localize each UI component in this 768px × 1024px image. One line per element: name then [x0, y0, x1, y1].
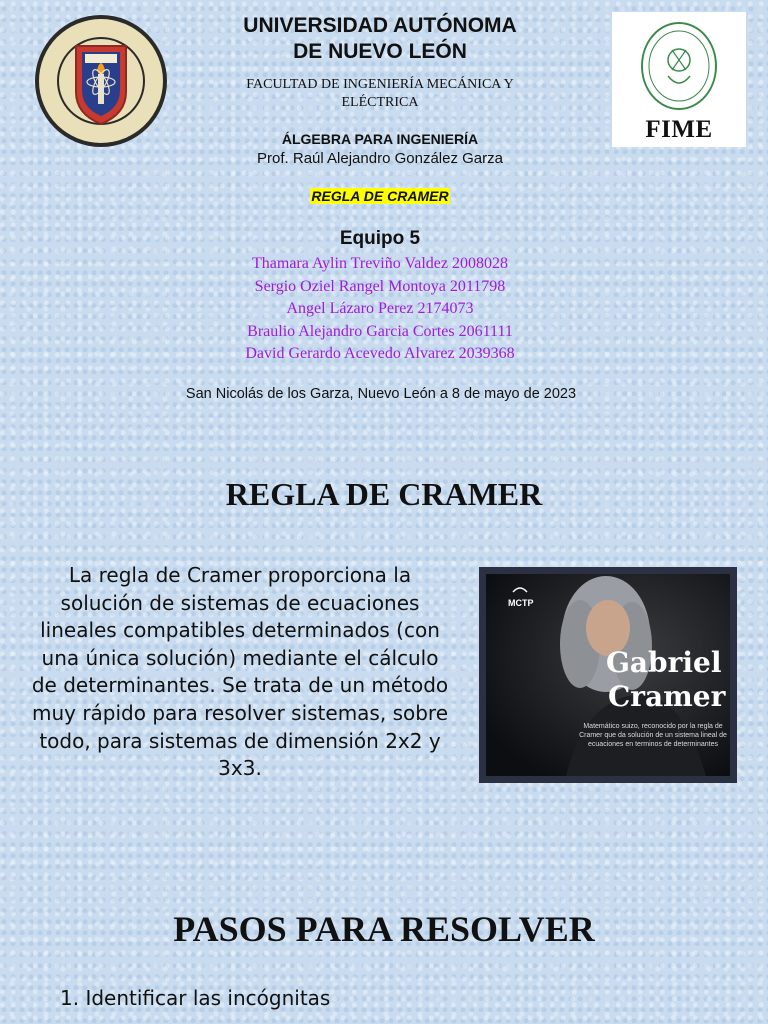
fime-logo [612, 12, 746, 147]
university-name-line1: UNIVERSIDAD AUTÓNOMA [243, 14, 517, 37]
cramer-portrait [486, 574, 730, 776]
section-title-pasos: PASOS PARA RESOLVER [173, 909, 595, 949]
team-members-list [180, 253, 580, 366]
topic-highlight: REGLA DE CRAMER [311, 188, 449, 204]
steps-list [60, 983, 660, 1013]
team-member: Thamara Aylin Treviño Valdez 2008028 [252, 255, 508, 272]
fime-emblem-icon [612, 12, 746, 116]
team-member: Sergio Oziel Rangel Montoya 2011798 [254, 277, 506, 295]
team-title: Equipo 5 [339, 228, 421, 249]
cramer-description: La regla de Cramer proporciona la solución de sistemas de ecuaciones lineales compatibles determinados (con una única solución) mediante el cálculo de determinantes. Se trata de un método muy rápido para resolver sistemas, sobre todo, para sistemas de dimensión 2x2 y 3x3. [31, 563, 449, 781]
section-title-regla-de-cramer: REGLA DE CRAMER [225, 476, 543, 512]
cramer-caption: Matemático suizo, reconocido por la regla de Cramer que da solución de un sistema lineal de ecuaciones en terminos de determinantes [579, 723, 727, 748]
team-member: Braulio Alejandro Garcia Cortes 2061111 [247, 322, 513, 340]
place-date: San Nicolás de los Garza, Nuevo León a 8 de mayo de 2023 [185, 386, 577, 402]
uanl-seal-logo [34, 14, 168, 148]
university-name-line2: DE NUEVO LEÓN [293, 40, 467, 63]
course-name: ÁLGEBRA PARA INGENIERÍA [281, 131, 479, 147]
professor-name: Prof. Raúl Alejandro González Garza [257, 150, 503, 167]
list-item: 1. Identificar las incógnitas [60, 986, 331, 1010]
topic-container [180, 186, 580, 205]
cramer-name-last: Cramer [608, 680, 726, 713]
team-member: Angel Lázaro Perez 2174073 [286, 300, 474, 317]
faculty-name: FACULTAD DE INGENIERÍA MECÁNICA Y ELÉCTRICA [246, 77, 514, 110]
fime-label: FIME [645, 116, 713, 143]
team-member: David Gerardo Acevedo Alvarez 2039368 [245, 345, 515, 362]
mctp-brand: MCTP [508, 598, 534, 608]
gabriel-cramer-image [479, 567, 737, 783]
cramer-name-first: Gabriel [606, 646, 722, 679]
mctp-logo-icon [512, 584, 528, 596]
